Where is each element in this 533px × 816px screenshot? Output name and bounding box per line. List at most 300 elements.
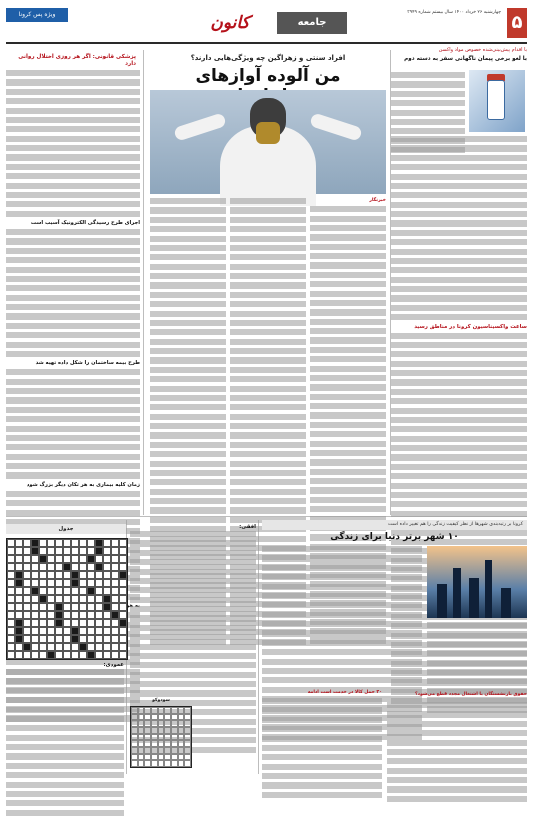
sudoku-cell[interactable] (184, 760, 191, 767)
crossword-cell[interactable] (79, 619, 87, 627)
crossword-cell[interactable] (87, 579, 95, 587)
crossword-block (23, 643, 31, 651)
sudoku-cell[interactable] (131, 734, 138, 741)
sudoku-cell[interactable] (131, 747, 138, 754)
crossword-cell[interactable] (71, 611, 79, 619)
crossword-cell[interactable] (31, 571, 39, 579)
sudoku-cell[interactable] (184, 714, 191, 721)
sudoku-cell[interactable] (178, 714, 185, 721)
crossword-cell[interactable] (15, 595, 23, 603)
sudoku-cell[interactable] (184, 707, 191, 714)
crossword-cell[interactable] (47, 595, 55, 603)
sudoku-cell[interactable] (171, 747, 178, 754)
sudoku-cell[interactable] (158, 727, 165, 734)
crossword-cell[interactable] (79, 603, 87, 611)
crossword-cell[interactable] (119, 611, 127, 619)
crossword-cell[interactable] (47, 611, 55, 619)
crossword-cell[interactable] (39, 603, 47, 611)
crossword-block (95, 539, 103, 547)
sudoku-cell[interactable] (171, 760, 178, 767)
crossword-cell[interactable] (7, 603, 15, 611)
crossword-cell[interactable] (23, 587, 31, 595)
crossword-cell[interactable] (47, 579, 55, 587)
sudoku-cell[interactable] (151, 754, 158, 761)
vaccine-photo (469, 70, 525, 132)
left-subhead-2: طرح بیمه ساختمان را شکل داده تهیه شد (35, 360, 140, 367)
crossword-cell[interactable] (95, 579, 103, 587)
crossword-cell[interactable] (31, 619, 39, 627)
crossword-cell[interactable] (119, 555, 127, 563)
crossword-cell[interactable] (23, 603, 31, 611)
text-lines (427, 622, 527, 713)
sudoku-cell[interactable] (138, 714, 145, 721)
column-divider (143, 50, 144, 515)
crossword-cell[interactable] (95, 627, 103, 635)
crossword-cell[interactable] (111, 579, 119, 587)
crossword-cell[interactable] (79, 587, 87, 595)
crossword-cell[interactable] (103, 587, 111, 595)
crossword-cell[interactable] (95, 571, 103, 579)
crossword-cell[interactable] (31, 595, 39, 603)
crossword-block (15, 571, 23, 579)
sudoku-cell[interactable] (138, 707, 145, 714)
crossword-cell[interactable] (71, 563, 79, 571)
crossword-cell[interactable] (119, 539, 127, 547)
sudoku-cell[interactable] (138, 734, 145, 741)
crossword-cell[interactable] (7, 587, 15, 595)
sudoku-cell[interactable] (151, 747, 158, 754)
crossword-cell[interactable] (87, 563, 95, 571)
crossword-cell[interactable] (55, 643, 63, 651)
crossword-cell[interactable] (31, 611, 39, 619)
crossword-cell[interactable] (23, 635, 31, 643)
text-lines (6, 70, 140, 217)
crossword-cell[interactable] (39, 547, 47, 555)
crossword-cell[interactable] (103, 611, 111, 619)
crossword-cell[interactable] (95, 651, 103, 659)
sudoku-cell[interactable] (144, 707, 151, 714)
crossword-cell[interactable] (103, 627, 111, 635)
sudoku-cell[interactable] (178, 734, 185, 741)
crossword-cell[interactable] (7, 611, 15, 619)
crossword-cell[interactable] (47, 555, 55, 563)
right-column-text (391, 136, 527, 514)
crossword-cell[interactable] (31, 627, 39, 635)
crossword-cell[interactable] (39, 635, 47, 643)
sudoku-cell[interactable] (171, 720, 178, 727)
crossword-cell[interactable] (71, 539, 79, 547)
crossword-cell[interactable] (111, 651, 119, 659)
crossword-cell[interactable] (79, 539, 87, 547)
sudoku-cell[interactable] (164, 754, 171, 761)
crossword-cell[interactable] (55, 651, 63, 659)
crossword-cell[interactable] (79, 651, 87, 659)
sudoku-cell[interactable] (178, 707, 185, 714)
sudoku-cell[interactable] (158, 734, 165, 741)
crossword-cell[interactable] (111, 539, 119, 547)
crossword-cell[interactable] (103, 563, 111, 571)
sudoku-cell[interactable] (164, 740, 171, 747)
crossword-cell[interactable] (15, 603, 23, 611)
crossword-cell[interactable] (63, 611, 71, 619)
sudoku-title: سودوکو (152, 698, 170, 703)
crossword-cell[interactable] (111, 619, 119, 627)
crossword-cell[interactable] (87, 595, 95, 603)
crossword-cell[interactable] (119, 603, 127, 611)
crossword-cell[interactable] (55, 547, 63, 555)
crossword-cell[interactable] (103, 555, 111, 563)
crossword-cell[interactable] (55, 539, 63, 547)
crossword-cell[interactable] (111, 555, 119, 563)
sudoku-cell[interactable] (178, 747, 185, 754)
sudoku-cell[interactable] (151, 740, 158, 747)
sudoku-cell[interactable] (138, 727, 145, 734)
crossword-cell[interactable] (63, 651, 71, 659)
crossword-cell[interactable] (23, 619, 31, 627)
crossword-cell[interactable] (31, 579, 39, 587)
sudoku-cell[interactable] (164, 760, 171, 767)
crossword-cell[interactable] (31, 635, 39, 643)
sudoku-cell[interactable] (131, 727, 138, 734)
sudoku-cell[interactable] (158, 707, 165, 714)
crossword-cell[interactable] (15, 555, 23, 563)
crossword-cell[interactable] (111, 603, 119, 611)
crossword-cell[interactable] (79, 579, 87, 587)
crossword-cell[interactable] (103, 547, 111, 555)
crossword-cell[interactable] (7, 539, 15, 547)
crossword-cell[interactable] (15, 611, 23, 619)
sudoku-cell[interactable] (138, 754, 145, 761)
crossword-cell[interactable] (15, 651, 23, 659)
sudoku-cell[interactable] (131, 740, 138, 747)
main-kicker: افراد سنتی و زهراگین چه ویژگی‌هایی دارند؟ (190, 54, 346, 62)
sudoku-cell[interactable] (151, 720, 158, 727)
crossword-cell[interactable] (55, 563, 63, 571)
crossword-cell[interactable] (111, 563, 119, 571)
crossword-cell[interactable] (23, 651, 31, 659)
crossword-cell[interactable] (39, 563, 47, 571)
crossword-cell[interactable] (111, 643, 119, 651)
crossword-block (63, 563, 71, 571)
sudoku-cell[interactable] (158, 720, 165, 727)
crossword-cell[interactable] (119, 579, 127, 587)
crossword-cell[interactable] (39, 619, 47, 627)
sudoku-cell[interactable] (178, 754, 185, 761)
sudoku-cell[interactable] (131, 714, 138, 721)
crossword-cell[interactable] (39, 539, 47, 547)
crossword-cell[interactable] (23, 563, 31, 571)
crossword-cell[interactable] (31, 563, 39, 571)
crossword-cell[interactable] (23, 571, 31, 579)
crossword-cell[interactable] (87, 603, 95, 611)
sudoku-cell[interactable] (171, 754, 178, 761)
sudoku-cell[interactable] (164, 714, 171, 721)
sudoku-cell[interactable] (158, 747, 165, 754)
crossword-cell[interactable] (111, 627, 119, 635)
crossword-cell[interactable] (55, 555, 63, 563)
crossword-cell[interactable] (79, 611, 87, 619)
sudoku-cell[interactable] (138, 740, 145, 747)
sudoku-cell[interactable] (171, 727, 178, 734)
crossword-cell[interactable] (47, 587, 55, 595)
sudoku-cell[interactable] (164, 747, 171, 754)
crossword-cell[interactable] (47, 571, 55, 579)
crossword-cell[interactable] (23, 579, 31, 587)
crossword-cell[interactable] (63, 587, 71, 595)
crossword-cell[interactable] (71, 555, 79, 563)
crossword-cell[interactable] (23, 627, 31, 635)
sudoku-cell[interactable] (131, 707, 138, 714)
crossword-cell[interactable] (119, 627, 127, 635)
crossword-cell[interactable] (55, 579, 63, 587)
crossword-cell[interactable] (7, 563, 15, 571)
sudoku-cell[interactable] (164, 727, 171, 734)
sudoku-cell[interactable] (184, 734, 191, 741)
crossword-cell[interactable] (87, 547, 95, 555)
crossword-block (119, 571, 127, 579)
crossword-cell[interactable] (71, 595, 79, 603)
crossword-cell[interactable] (87, 619, 95, 627)
crossword-cell[interactable] (103, 619, 111, 627)
crossword-cell[interactable] (71, 603, 79, 611)
crossword-cell[interactable] (71, 547, 79, 555)
sudoku-cell[interactable] (158, 760, 165, 767)
sudoku-cell[interactable] (164, 720, 171, 727)
left-subhead-3: زمان کلیه بیماری به هر تکان دیگر بزرگ شود (26, 481, 140, 488)
crossword-cell[interactable] (103, 539, 111, 547)
crossword-cell[interactable] (79, 595, 87, 603)
sudoku-cell[interactable] (171, 740, 178, 747)
crossword-cell[interactable] (79, 627, 87, 635)
sudoku-cell[interactable] (178, 720, 185, 727)
crossword-cell[interactable] (15, 643, 23, 651)
crossword-cell[interactable] (103, 571, 111, 579)
sudoku-cell[interactable] (144, 720, 151, 727)
crossword-cell[interactable] (119, 563, 127, 571)
gas-mask-photo (150, 90, 386, 194)
crossword-cell[interactable] (7, 619, 15, 627)
crossword-cell[interactable] (103, 643, 111, 651)
crossword-cell[interactable] (47, 603, 55, 611)
crossword-cell[interactable] (23, 547, 31, 555)
crossword-cell[interactable] (39, 571, 47, 579)
crossword-cell[interactable] (7, 579, 15, 587)
sudoku-cell[interactable] (144, 747, 151, 754)
sudoku-cell[interactable] (171, 707, 178, 714)
sudoku-cell[interactable] (151, 714, 158, 721)
crossword-cell[interactable] (55, 571, 63, 579)
sudoku-cell[interactable] (144, 727, 151, 734)
sudoku-cell[interactable] (164, 707, 171, 714)
sudoku-cell[interactable] (184, 740, 191, 747)
crossword-cell[interactable] (79, 555, 87, 563)
crossword-cell[interactable] (63, 603, 71, 611)
crossword-cell[interactable] (63, 579, 71, 587)
crossword-cell[interactable] (103, 579, 111, 587)
crossword-cell[interactable] (31, 555, 39, 563)
crossword-cell[interactable] (79, 547, 87, 555)
crossword-cell[interactable] (95, 595, 103, 603)
crossword-cell[interactable] (87, 635, 95, 643)
sudoku-cell[interactable] (151, 734, 158, 741)
crossword-cell[interactable] (63, 555, 71, 563)
crossword-cell[interactable] (47, 627, 55, 635)
crossword-cell[interactable] (79, 571, 87, 579)
right-column-text-top (391, 72, 465, 132)
sudoku-cell[interactable] (144, 754, 151, 761)
crossword-cell[interactable] (7, 595, 15, 603)
crossword-cell[interactable] (55, 587, 63, 595)
crossword-cell[interactable] (39, 627, 47, 635)
sudoku-cell[interactable] (151, 707, 158, 714)
crossword-cell[interactable] (7, 635, 15, 643)
crossword-cell[interactable] (31, 651, 39, 659)
crossword-clues-down (6, 662, 124, 774)
crossword-cell[interactable] (7, 547, 15, 555)
text-lines (6, 229, 140, 357)
crossword-block (71, 635, 79, 643)
crossword-cell[interactable] (79, 563, 87, 571)
crossword-cell[interactable] (31, 603, 39, 611)
crossword-cell[interactable] (55, 627, 63, 635)
crossword-cell[interactable] (71, 643, 79, 651)
crossword-cell[interactable] (7, 651, 15, 659)
crossword-cell[interactable] (63, 627, 71, 635)
skyline-tower (485, 560, 492, 618)
crossword-cell[interactable] (111, 595, 119, 603)
crossword-cell[interactable] (7, 571, 15, 579)
crossword-title: جدول (6, 524, 126, 534)
sudoku-cell[interactable] (158, 714, 165, 721)
crossword-cell[interactable] (39, 643, 47, 651)
sudoku-cell[interactable] (131, 760, 138, 767)
crossword-cell[interactable] (119, 635, 127, 643)
crossword-cell[interactable] (63, 635, 71, 643)
crossword-cell[interactable] (15, 539, 23, 547)
crossword-cell[interactable] (63, 619, 71, 627)
crossword-cell[interactable] (63, 595, 71, 603)
sudoku-cell[interactable] (138, 760, 145, 767)
crossword-cell[interactable] (7, 627, 15, 635)
sudoku-cell[interactable] (178, 727, 185, 734)
sudoku-cell[interactable] (184, 720, 191, 727)
crossword-cell[interactable] (55, 595, 63, 603)
city-skyline-photo (427, 546, 527, 618)
crossword-cell[interactable] (23, 611, 31, 619)
crossword-cell[interactable] (47, 643, 55, 651)
crossword-cell[interactable] (15, 547, 23, 555)
crossword-cell[interactable] (119, 643, 127, 651)
crossword-cell[interactable] (119, 595, 127, 603)
crossword-cell[interactable] (87, 627, 95, 635)
crossword-cell[interactable] (23, 539, 31, 547)
crossword-cell[interactable] (55, 635, 63, 643)
crossword-cell[interactable] (95, 555, 103, 563)
crossword-cell[interactable] (71, 619, 79, 627)
sudoku-cell[interactable] (164, 734, 171, 741)
crossword-cell[interactable] (95, 611, 103, 619)
crossword-cell[interactable] (95, 587, 103, 595)
crossword-cell[interactable] (87, 611, 95, 619)
crossword-cell[interactable] (47, 563, 55, 571)
crossword-cell[interactable] (31, 643, 39, 651)
crossword-cell[interactable] (7, 643, 15, 651)
sudoku-cell[interactable] (184, 754, 191, 761)
sudoku-cell[interactable] (131, 720, 138, 727)
sudoku-cell[interactable] (138, 720, 145, 727)
crossword-cell[interactable] (47, 539, 55, 547)
sudoku-cell[interactable] (158, 740, 165, 747)
sudoku-cell[interactable] (184, 727, 191, 734)
sudoku-cell[interactable] (151, 727, 158, 734)
crossword-cell[interactable] (87, 643, 95, 651)
crossword-cell[interactable] (23, 595, 31, 603)
crossword-cell[interactable] (95, 643, 103, 651)
bottom-right-text (427, 622, 527, 690)
sudoku-cell[interactable] (178, 760, 185, 767)
crossword-cell[interactable] (87, 571, 95, 579)
crossword-cell[interactable] (47, 547, 55, 555)
crossword-cell[interactable] (15, 563, 23, 571)
crossword-cell[interactable] (71, 587, 79, 595)
sudoku-cell[interactable] (144, 760, 151, 767)
sudoku-cell[interactable] (144, 734, 151, 741)
crossword-cell[interactable] (15, 587, 23, 595)
crossword-cell[interactable] (119, 587, 127, 595)
crossword-cell[interactable] (39, 587, 47, 595)
sudoku-cell[interactable] (138, 747, 145, 754)
crossword-cell[interactable] (7, 555, 15, 563)
sudoku-cell[interactable] (171, 714, 178, 721)
crossword-cell[interactable] (63, 539, 71, 547)
crossword-cell[interactable] (63, 547, 71, 555)
sudoku-cell[interactable] (144, 740, 151, 747)
crossword-cell[interactable] (79, 635, 87, 643)
crossword-cell[interactable] (95, 603, 103, 611)
crossword-cell[interactable] (95, 619, 103, 627)
crossword-cell[interactable] (119, 547, 127, 555)
crossword-cell[interactable] (63, 643, 71, 651)
sudoku-cell[interactable] (158, 754, 165, 761)
skyline-tower (453, 568, 461, 618)
crossword-cell[interactable] (95, 635, 103, 643)
crossword-cell[interactable] (23, 555, 31, 563)
crossword-cell[interactable] (111, 547, 119, 555)
crossword-cell[interactable] (103, 651, 111, 659)
crossword-cell[interactable] (39, 579, 47, 587)
crossword-cell[interactable] (111, 587, 119, 595)
sudoku-cell[interactable] (184, 747, 191, 754)
crossword-block (47, 651, 55, 659)
sudoku-cell[interactable] (178, 740, 185, 747)
sudoku-cell[interactable] (171, 734, 178, 741)
sudoku-cell[interactable] (144, 714, 151, 721)
crossword-cell[interactable] (63, 571, 71, 579)
crossword-cell[interactable] (103, 635, 111, 643)
crossword-cell[interactable] (87, 539, 95, 547)
crossword-cell[interactable] (47, 619, 55, 627)
crossword-cell[interactable] (39, 611, 47, 619)
crossword-block (111, 611, 119, 619)
crossword-cell[interactable] (111, 571, 119, 579)
crossword-cell[interactable] (119, 651, 127, 659)
crossword-cell[interactable] (47, 635, 55, 643)
crossword-cell[interactable] (39, 651, 47, 659)
sudoku-cell[interactable] (151, 760, 158, 767)
crossword-cell[interactable] (71, 651, 79, 659)
sudoku-cell[interactable] (131, 754, 138, 761)
crossword-cell[interactable] (111, 635, 119, 643)
